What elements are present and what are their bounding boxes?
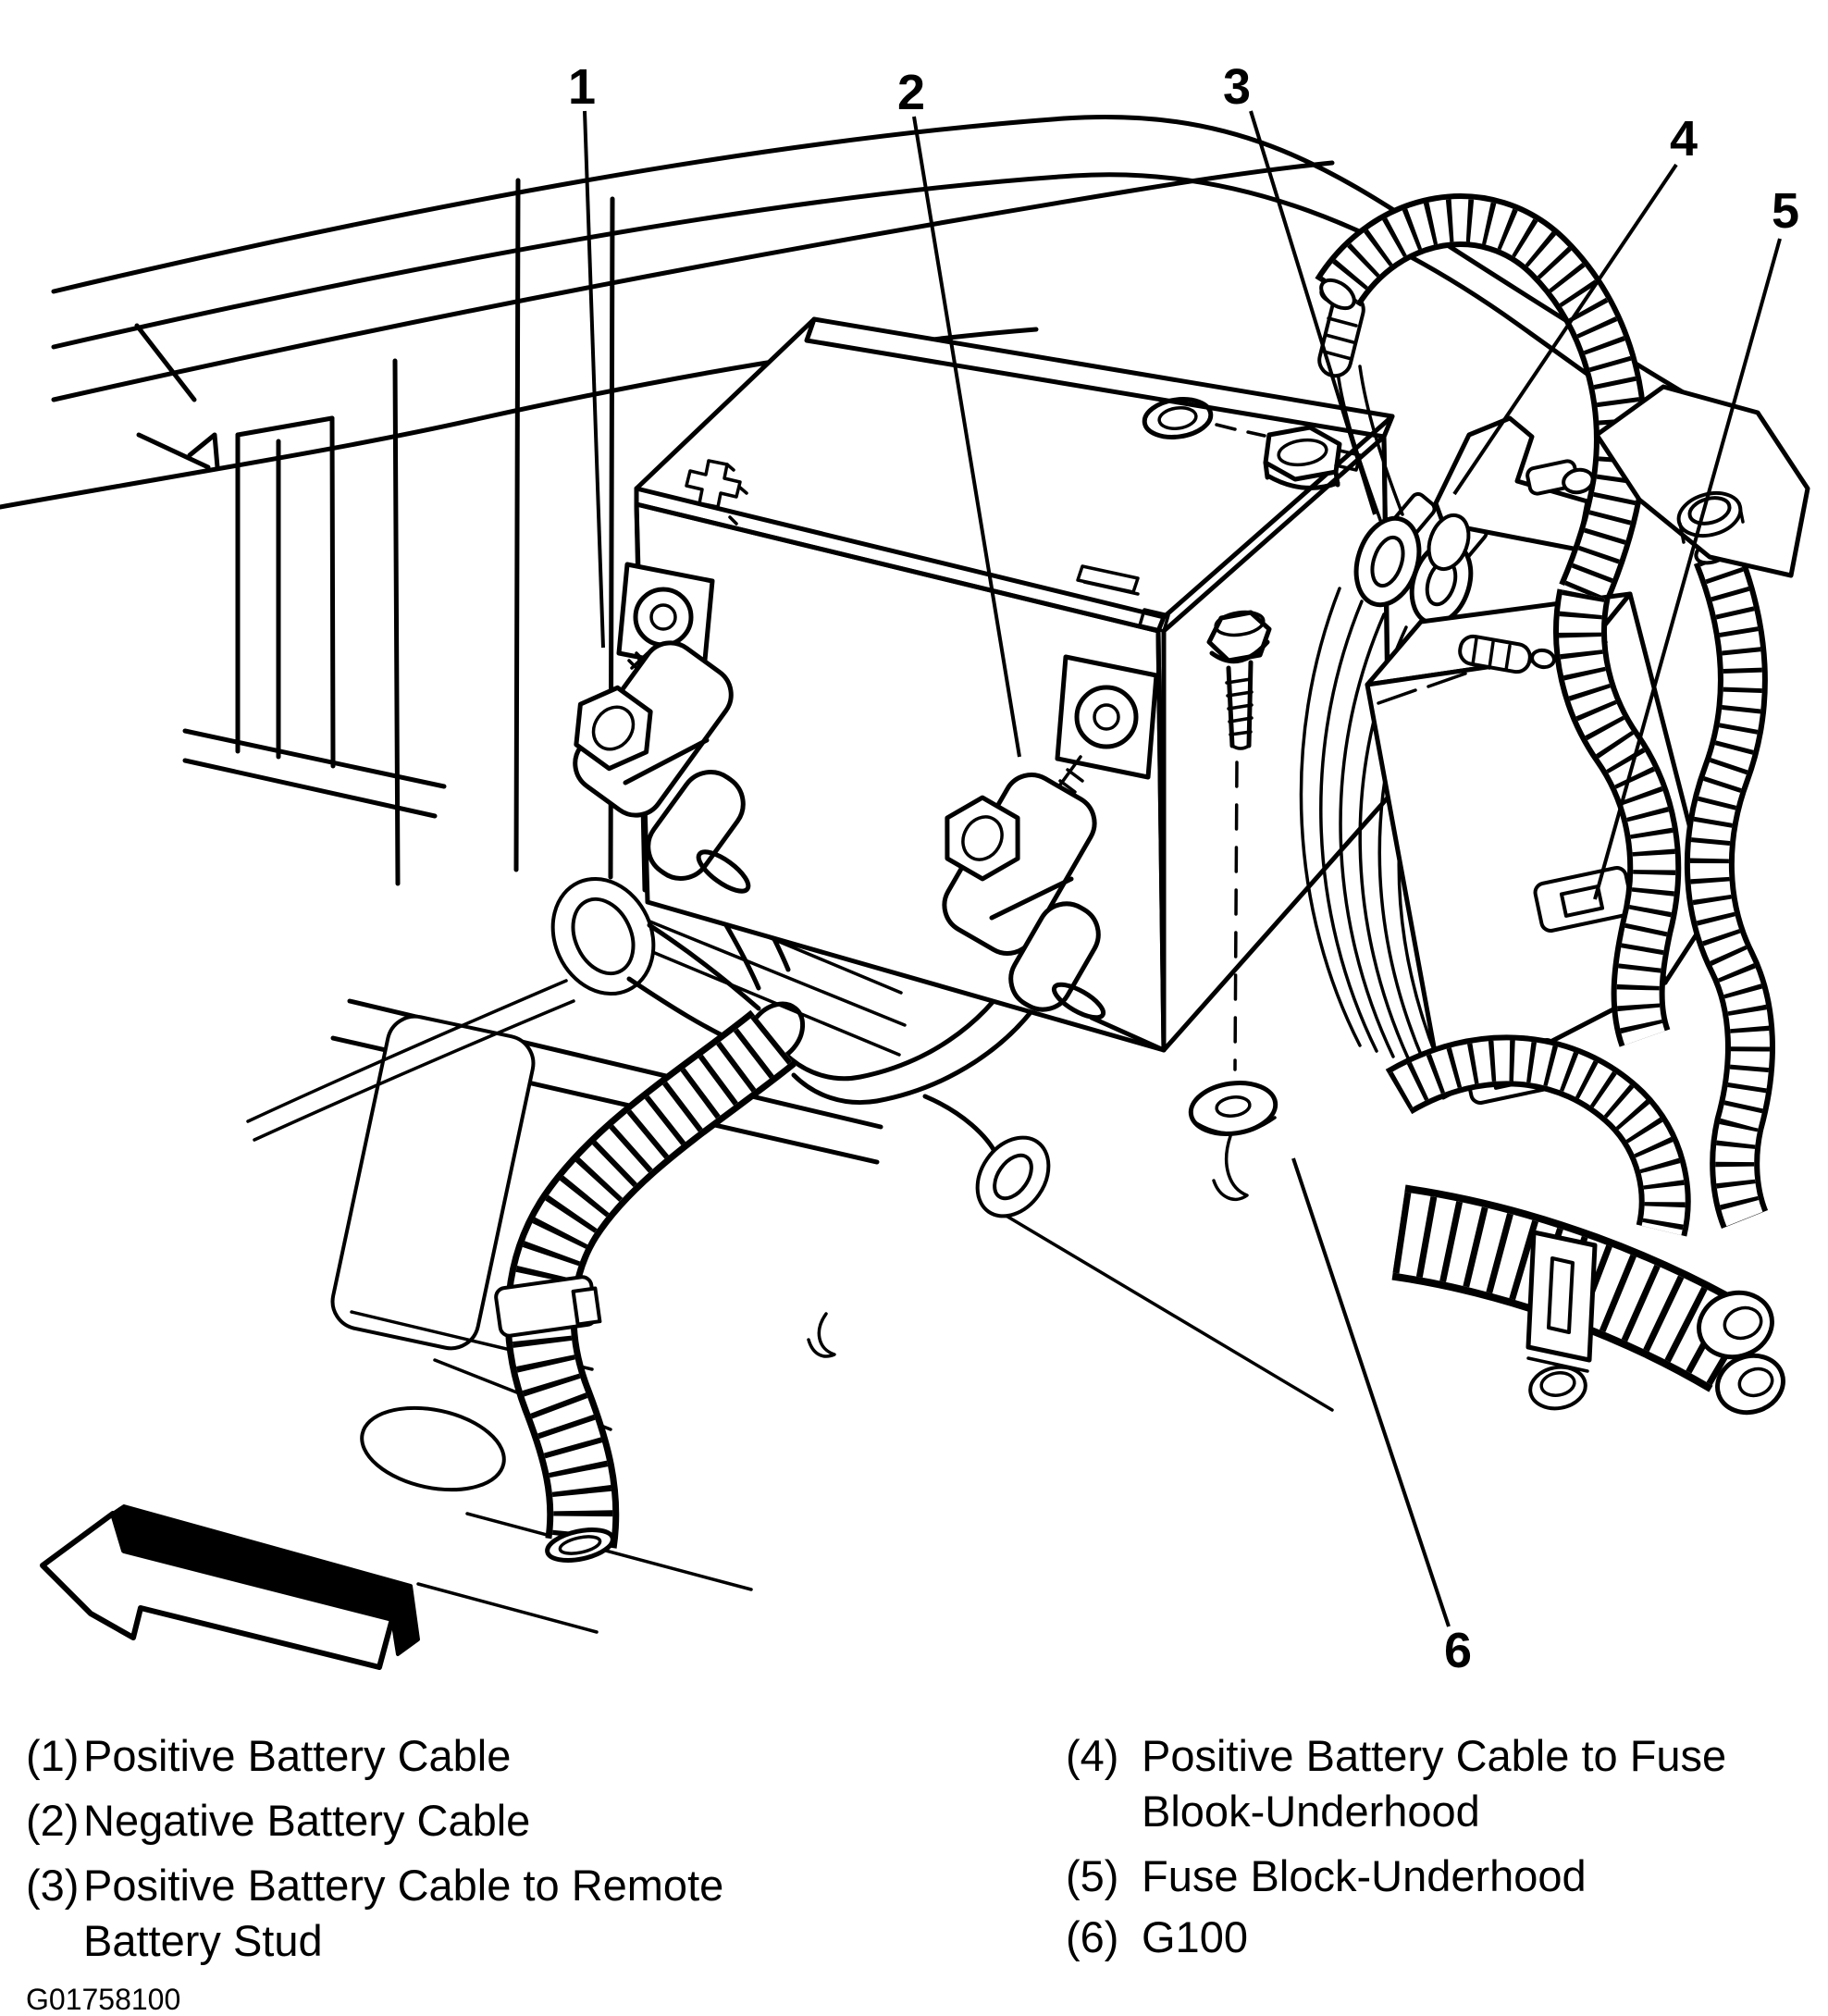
- legend-row-6: [1066, 1912, 1248, 1961]
- legend-num-1: (1): [26, 1731, 80, 1780]
- legend-text-1: Positive Battery Cable: [83, 1731, 512, 1780]
- legend-row-1: [26, 1731, 511, 1780]
- legend-row-2: [26, 1796, 530, 1845]
- legend-num-3: (3): [26, 1861, 80, 1910]
- legend-text-2: Negative Battery Cable: [83, 1796, 531, 1845]
- negative-terminal-pad: [1057, 657, 1156, 777]
- figure-code: G01758100: [26, 1983, 181, 2016]
- callout-number-4: 4: [1669, 111, 1698, 167]
- callout-number-3: 3: [1222, 59, 1252, 115]
- legend-text-4b: Blook-Underhood: [1142, 1787, 1480, 1836]
- callout-number-5: 5: [1771, 183, 1800, 239]
- legend-text-4: Positive Battery Cable to Fuse: [1142, 1731, 1727, 1780]
- callout-number-2: 2: [896, 65, 926, 120]
- legend-num-5: (5): [1066, 1851, 1119, 1900]
- callout-number-1: 1: [567, 59, 597, 115]
- legend-text-3b: Battery Stud: [83, 1916, 323, 1965]
- legend-num-4: (4): [1066, 1731, 1119, 1780]
- legend-num-2: (2): [26, 1796, 80, 1845]
- legend-num-6: (6): [1066, 1912, 1119, 1961]
- legend-row-5: [1066, 1851, 1587, 1900]
- legend-text-6: G100: [1142, 1912, 1248, 1961]
- callout-number-6: 6: [1443, 1623, 1473, 1678]
- tube-clamp-bracket: [1527, 1232, 1595, 1413]
- legend-text-5: Fuse Block-Underhood: [1142, 1851, 1587, 1900]
- legend-text-3: Positive Battery Cable to Remote: [83, 1861, 724, 1910]
